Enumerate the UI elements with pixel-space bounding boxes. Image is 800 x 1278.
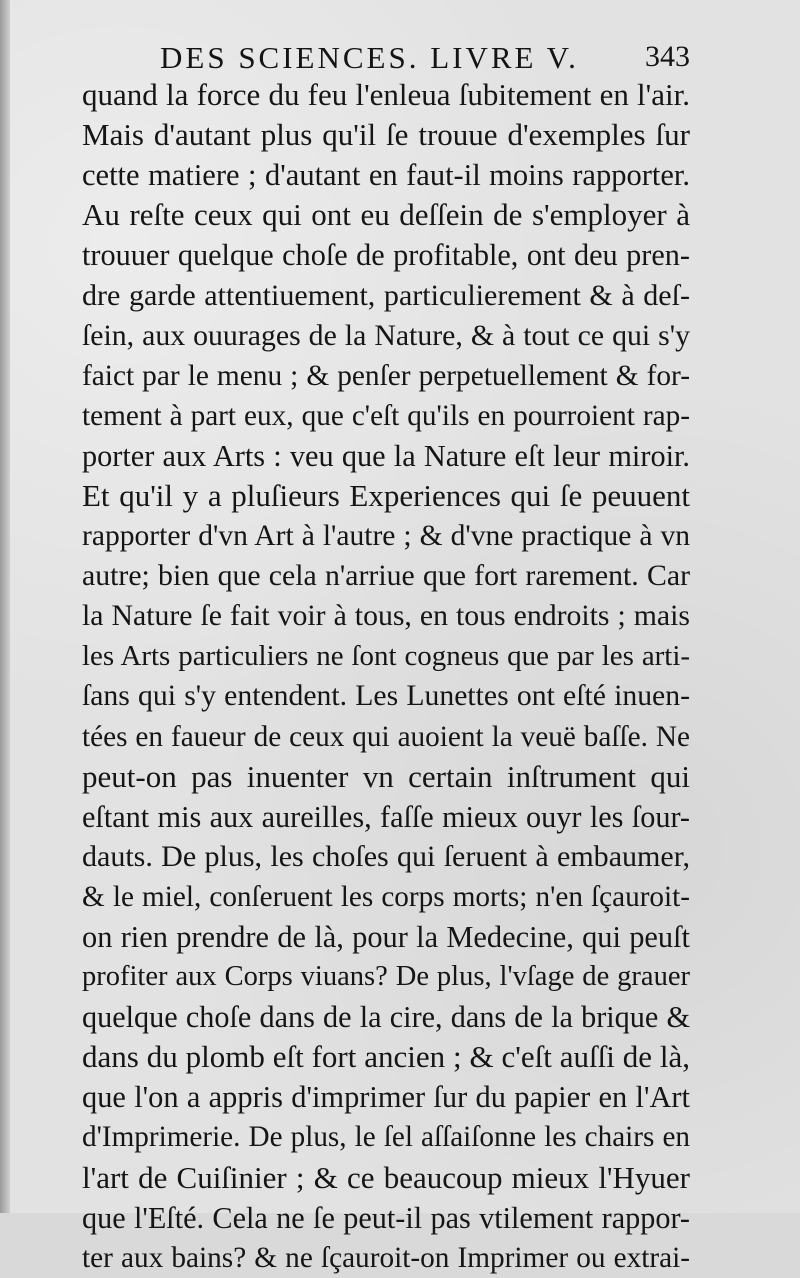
text-line: dans du plomb eſt fort ancien ; & c'eſt auſſi de là, — [82, 1039, 690, 1075]
text-line: tées en faueur de ceux qui auoient la veuë baſſe. Ne — [82, 720, 690, 753]
text-line: Mais d'autant plus qu'il ſe trouue d'exemples ſur — [82, 117, 690, 153]
text-line: l'art de Cuiſinier ; & ce beaucoup mieux l'Hyuer — [82, 1159, 690, 1195]
text-line: Et qu'il y a pluſieurs Experiences qui ſe peuuent — [82, 477, 690, 513]
text-line: rapporter d'vn Art à l'autre ; & d'vne practique à vn — [82, 520, 690, 553]
body-text — [82, 75, 690, 1278]
text-line: peut-on pas inuenter vn certain inſtrument qui — [82, 758, 690, 794]
text-line: cette matiere ; d'autant en faut-il moins rapporter. — [82, 158, 690, 193]
text-line: profiter aux Corps viuans? De plus, l'vſage de grauer — [82, 961, 690, 993]
text-line: la Nature ſe fait voir à tous, en tous endroits ; mais — [82, 599, 690, 633]
text-line: dauts. De plus, les choſes qui ſeruent à embaumer, — [82, 839, 690, 873]
text-line: dre garde attentiuement, particulierement & à deſ- — [82, 278, 690, 313]
text-line: que l'on a appris d'imprimer ſur du papier en l'Art — [82, 1080, 690, 1115]
text-line: quelque choſe dans de la cire, dans de la brique & — [82, 1000, 690, 1035]
text-line: on rien prendre de là, pour la Medecine, qui peuſt — [82, 919, 690, 954]
text-line: ter aux bains? & ne ſçauroit-on Imprimer ou extrai- — [82, 1241, 690, 1274]
text-line: ſans qui s'y entendent. Les Lunettes ont eſté inuen- — [82, 680, 690, 713]
text-line: les Arts particuliers ne ſont cogneus que par les arti- — [82, 640, 690, 673]
text-line: quand la force du feu l'enleua ſubitement en l'air. — [82, 77, 690, 112]
text-line: faict par le menu ; & penſer perpetuellement & for- — [82, 359, 690, 392]
page-gutter-shadow — [0, 0, 10, 1213]
text-line: porter aux Arts : veu que la Nature eſt leur miroir. — [82, 438, 690, 473]
text-line: tement à part eux, que c'eſt qu'ils en pourroient rap- — [82, 399, 690, 432]
text-line: trouuer quelque choſe de profitable, ont deu pren- — [82, 238, 690, 273]
text-line: ſein, aux ouurages de la Nature, & à tout ce qui s'y — [82, 318, 690, 352]
text-line: Au reſte ceux qui ont eu deſſein de s'employer à — [82, 197, 690, 233]
page-number: 343 — [645, 40, 690, 73]
text-line: eſtant mis aux aureilles, faſſe mieux ouyr les ſour- — [82, 799, 690, 834]
text-line: autre; bien que cela n'arriue que fort rarement. Car — [82, 559, 690, 593]
text-line: & le miel, conſeruent les corps morts; n'en ſçauroit- — [82, 880, 690, 913]
text-line: d'Imprimerie. De plus, le ſel aſſaiſonne les chairs en — [82, 1121, 690, 1154]
running-head-title: DES SCIENCES. LIVRE V. — [160, 40, 579, 75]
text-line: que l'Eſté. Cela ne ſe peut-il pas vtilement rappor- — [82, 1200, 690, 1235]
